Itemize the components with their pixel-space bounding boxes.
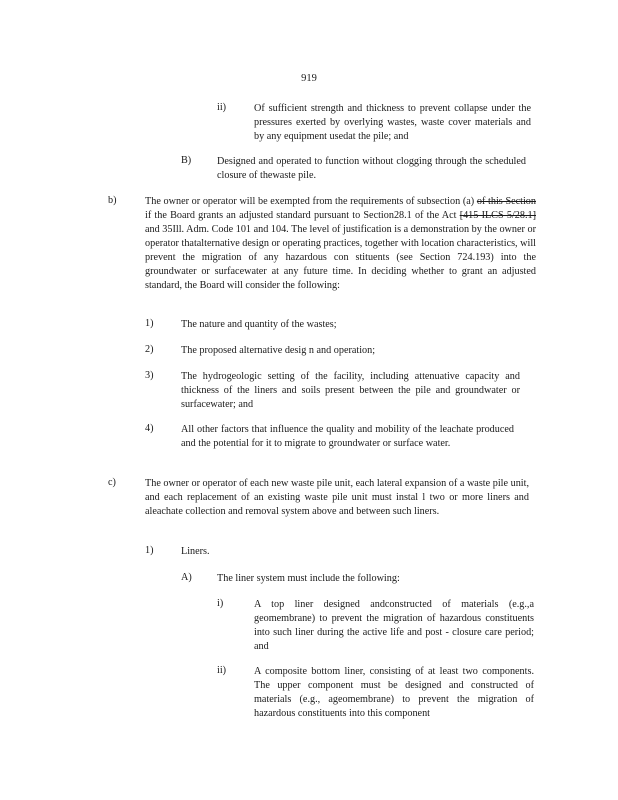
clause-marker: ii) (217, 102, 227, 113)
subsection-text: The owner or operator of each new waste pile unit, each lateral expansion of a waste pile unit, and each replacement of an existing waste pile unit must instal l two or more liners and aleachate collection and removal system above and between such liners. (145, 478, 529, 517)
text-segment: and 35Ill. Adm. Code 101 and 104. The level of justification is a demonstration by the owner or operator thatalternative design or operating practices, together with location characteristics, will prevent the migration of any hazardous con stituents (see Section 724.193) into the groundwater or surfacewater at any future time. In deciding whether to grant an adjusted standard, the Board will consider the following: (145, 224, 536, 291)
clause-text: A top liner designed andconstructed of materials (e.g.,a geomembrane) to prevent the migration of hazardous constituents into such liner during the active life and post - closure care period; and (254, 599, 534, 652)
subsection-text (145, 195, 536, 293)
item-marker: 2) (145, 344, 154, 355)
clause-marker: i) (217, 598, 224, 609)
clause-text: The liner system must include the following: (217, 573, 400, 584)
item-text: The nature and quantity of the wastes; (181, 319, 337, 330)
text-segment: The owner or operator will be exempted from the requirements of subsection (a) (145, 196, 477, 207)
item-text: The proposed alternative desig n and operation; (181, 345, 376, 356)
item-marker: 4) (145, 423, 154, 434)
item-marker: 1) (145, 545, 154, 556)
clause-marker: ii) (217, 665, 227, 676)
struck-text: [415 ILCS 5/28.1] (459, 210, 536, 221)
clause-marker: B) (181, 155, 192, 166)
page-number: 919 (301, 73, 317, 84)
struck-text: of this Section (476, 196, 536, 207)
subsection-marker: c) (108, 477, 116, 488)
item-text: The hydrogeologic setting of the facility, including attenuative capacity and thickness of the liners and soils present between the pile and groundwater or surfacewater; and (181, 371, 520, 410)
clause-text: A composite bottom liner, consisting of at least two components. The upper component must be designed and constructed of materials (e.g., ageomembrane) to prevent the migration of hazardous constituents into this component (254, 666, 534, 719)
item-heading: Liners. (181, 546, 210, 557)
item-marker: 3) (145, 370, 154, 381)
subsection-marker: b) (108, 195, 117, 206)
item-marker: 1) (145, 318, 154, 329)
clause-text: Designed and operated to function without clogging through the scheduled closure of thewaste pile. (217, 156, 526, 181)
clause-text: Of sufficient strength and thickness to prevent collapse under the pressures exerted by overlying wastes, waste cover materials and by any equipment usedat the pile; and (254, 103, 531, 142)
item-text: All other factors that influence the quality and mobility of the leachate produced and the potential for it to migrate to groundwater or surface water. (181, 424, 514, 449)
text-segment: if the Board grants an adjusted standard pursuant to Section28.1 of the Act (145, 210, 460, 221)
clause-marker: A) (181, 572, 192, 583)
